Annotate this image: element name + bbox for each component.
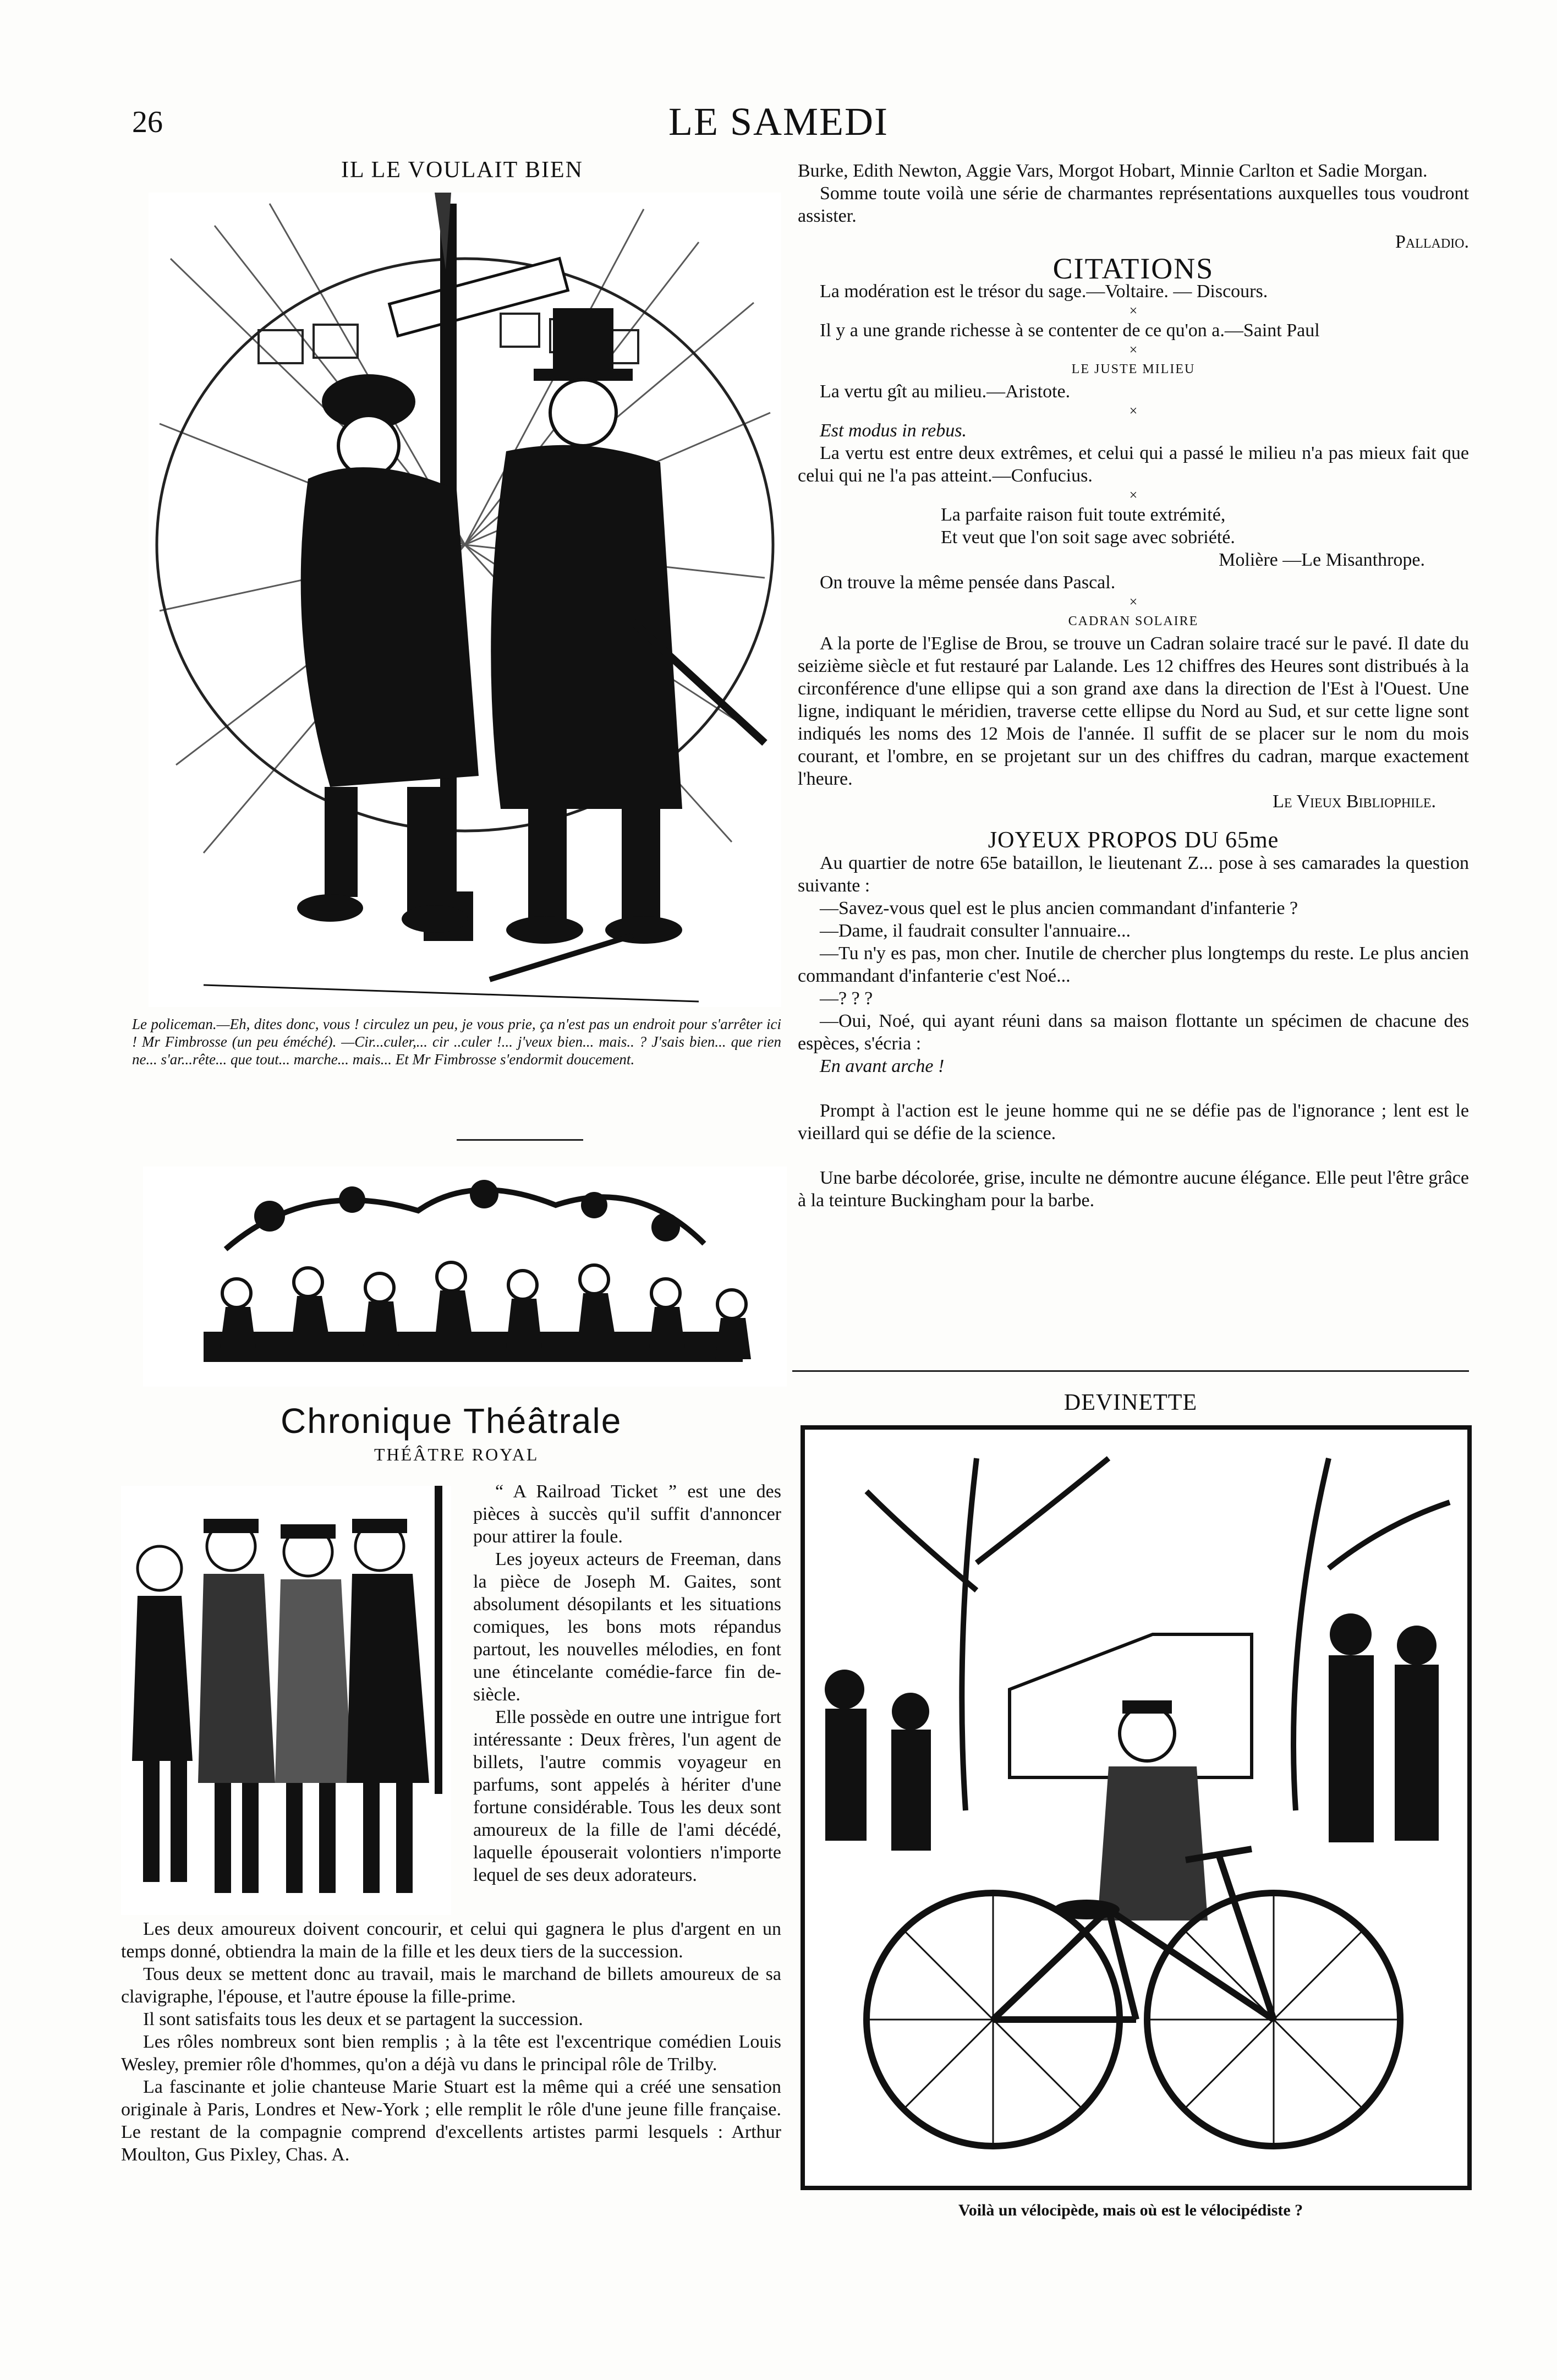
paragraph: Somme toute voilà une série de charmantes représentations auxquelles tous voudront assister.	[798, 183, 1469, 226]
cartoon-title: IL LE VOULAIT BIEN	[341, 157, 583, 183]
page-number: 26	[132, 105, 163, 139]
separator: ×	[1129, 594, 1138, 610]
paragraph: En avant arche !	[820, 1056, 945, 1076]
citation: On trouve la même pensée dans Pascal.	[820, 572, 1116, 593]
paragraph: Tous deux se mettent donc au travail, mais le marchand de billets amoureux de sa clavigraphe, l'épouse, et l'autre épouse la fille-prime.	[121, 1964, 781, 2007]
paragraph: —Savez-vous quel est le plus ancien commandant d'infanterie ?	[820, 898, 1298, 918]
paragraph: Il sont satisfaits tous les deux et se partagent la succession.	[143, 2009, 583, 2029]
divider	[457, 1139, 583, 1141]
citations-title: CITATIONS	[1052, 252, 1214, 285]
separator: ×	[1129, 487, 1138, 503]
masthead: LE SAMEDI	[668, 100, 889, 144]
joyeux-propos-title: JOYEUX PROPOS DU 65me	[988, 828, 1279, 853]
paragraph: Au quartier de notre 65e bataillon, le lieutenant Z... pose à ses camarades la question suivante :	[798, 853, 1469, 896]
devinette-title: DEVINETTE	[1063, 1390, 1198, 1415]
cadran-heading: CADRAN SOLAIRE	[1068, 614, 1199, 628]
paragraph: Les deux amoureux doivent concourir, et celui qui gagnera le plus d'argent en un temps donné, obtiendra la main de la fille et les deux tiers de la succession.	[121, 1919, 781, 1962]
separator: ×	[1129, 303, 1138, 319]
divider	[792, 1370, 1469, 1372]
signature: Le Vieux Bibliophile.	[1273, 791, 1436, 812]
cartoon-caption: Le policeman.—Eh, dites donc, vous ! circulez un peu, je vous prie, ça n'est pas un endroit pour s'arrêter ici ! Mr Fimbrosse (un peu éméché). —Cir...culer,... cir ..culer !... j'veux bien... mais.. ? J'sais bien... que rien ne... s'ar...rête... que tout... marche... mais... Et Mr Fimbrosse s'endormit doucement.	[132, 1016, 781, 1068]
chronique-wide-text	[121, 1918, 781, 2166]
verse-line: La parfaite raison fuit toute extrémité,	[941, 505, 1226, 525]
paragraph: Elle possède en outre une intrigue fort intéressante : Deux frères, l'un agent de billets, l'autre commis voyageur en parfums, sont appelés à hériter d'une fortune considérable. Tous les deux sont amoureux de la fille de l'ami décédé, laquelle épouserait volontiers n'importe lequel de ses deux adorateurs.	[473, 1707, 781, 1885]
paragraph: —Oui, Noé, qui ayant réuni dans sa maison flottante un spécimen de chacune des espèces, s'écria :	[798, 1011, 1469, 1054]
citation: Est modus in rebus.	[820, 420, 967, 441]
paragraph: Burke, Edith Newton, Aggie Vars, Morgot Hobart, Minnie Carlton et Sadie Morgan.	[798, 161, 1428, 181]
actors-illustration	[121, 1486, 451, 1915]
right-column-text	[798, 160, 1469, 1212]
chronique-subtitle: THÉÂTRE ROYAL	[374, 1445, 539, 1464]
signature: Palladio.	[1395, 232, 1469, 252]
separator: ×	[1129, 342, 1138, 358]
devinette-caption: Voilà un vélocipède, mais où est le vélocipédiste ?	[958, 2201, 1303, 2219]
paragraph: —Dame, il faudrait consulter l'annuaire...	[820, 921, 1131, 941]
paragraph: —Tu n'y es pas, mon cher. Inutile de chercher plus longtemps du reste. Le plus ancien commandant d'infanterie c'est Noé...	[798, 943, 1469, 986]
paragraph: Une barbe décolorée, grise, inculte ne démontre aucune élégance. Elle peut l'être grâce à la teinture Buckingham pour la barbe.	[798, 1168, 1469, 1211]
verse-attribution: Molière —Le Misanthrope.	[1219, 550, 1425, 570]
bicycle-puzzle-illustration	[801, 1425, 1472, 2190]
paragraph: Prompt à l'action est le jeune homme qui ne se défie pas de l'ignorance ; lent est le vieillard qui se défie de la science.	[798, 1101, 1469, 1144]
citation: La vertu est entre deux extrêmes, et celui qui a passé le milieu n'a pas mieux fait que celui qui ne l'a pas atteint.—Confucius.	[798, 443, 1469, 486]
chronique-title: Chronique Théâtrale	[281, 1401, 622, 1441]
paragraph: A la porte de l'Eglise de Brou, se trouve un Cadran solaire tracé sur le pavé. Il date du seizième siècle et fut restauré par Lalande. Les 12 chiffres des Heures sont distribués à la circonférence d'une ellipse qui a son grand axe dans la direction de l'Est à l'Ouest. Une ligne, indiquant le méridien, traverse cette ellipse du Nord au Sud, et sur cette ligne sont indiqués les noms des 12 Mois de l'année. Il suffit de se placer sur le nom du mois courant, et l'ombre, en se projetant sur un des chiffres du cadran, marque exactement l'heure.	[798, 633, 1469, 789]
paragraph: Les rôles nombreux sont bien remplis ; à la tête est l'excentrique comédien Louis Wesley, premier rôle d'hommes, qu'on a déjà vu dans le principal rôle de Trilby.	[121, 2032, 781, 2075]
paragraph: —? ? ?	[820, 988, 873, 1009]
citation: La vertu gît au milieu.—Aristote.	[820, 381, 1071, 402]
citation: La modération est le trésor du sage.—Voltaire. — Discours.	[820, 281, 1268, 302]
dancing-children-illustration	[143, 1167, 787, 1387]
citation: Il y a une grande richesse à se contenter de ce qu'on a.—Saint Paul	[820, 320, 1320, 341]
verse-line: Et veut que l'on soit sage avec sobriété.	[941, 527, 1235, 548]
separator: ×	[1129, 403, 1138, 419]
paragraph: Les joyeux acteurs de Freeman, dans la pièce de Joseph M. Gaites, sont absolument désopilants et les situations comiques, les bons mots répandus partout, les nouvelles mélodies, en font une étincelante comédie-farce fin de-siècle.	[473, 1549, 781, 1705]
policeman-cartoon-illustration	[149, 193, 781, 1007]
chronique-narrow-text	[473, 1480, 781, 1886]
paragraph: La fascinante et jolie chanteuse Marie Stuart est la même qui a créé une sensation originale à Paris, Londres et New-York ; elle remplit le rôle d'une jeune fille française. Le restant de la compagnie comprend d'excellents artistes parmi lesquels : Arthur Moulton, Gus Pixley, Chas. A.	[121, 2077, 781, 2165]
juste-milieu-heading: LE JUSTE MILIEU	[1071, 362, 1196, 376]
paragraph: “ A Railroad Ticket ” est une des pièces à succès qu'il suffit d'annoncer pour attirer la foule.	[473, 1481, 781, 1547]
